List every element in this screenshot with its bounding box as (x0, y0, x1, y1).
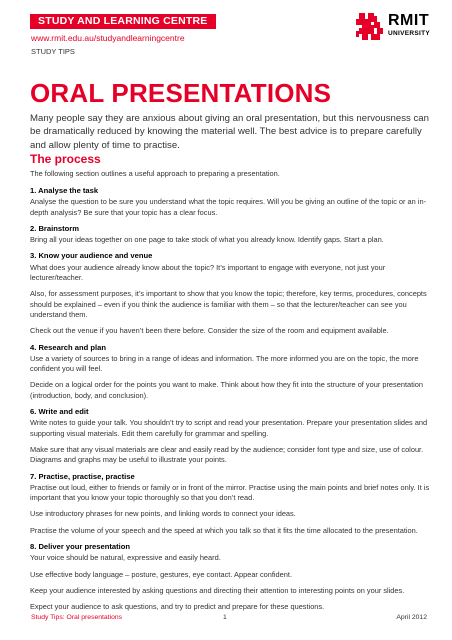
section-paragraph: Use effective body language – posture, gestures, eye contact. Appear confident. (30, 569, 292, 579)
section (30, 186, 433, 218)
process-intro: The following section outlines a useful approach to preparing a presentation. (30, 169, 280, 178)
footer-date: April 2012 (396, 614, 427, 621)
section (30, 224, 433, 246)
section-paragraph: Decide on a logical order for the points you want to make. Think about how they fit into the structure of your presentation (introduction, body, and conclusion). (30, 380, 424, 400)
section-paragraph: Bring all your ideas together on one page to take stock of what you already know. Identify gaps. Start a plan. (30, 235, 384, 245)
section-paragraph: Also, for assessment purposes, it’s important to show that you know the topic; therefore, key terms, procedures, concepts should be explained – even if you think the audience is familiar with them – so that the lecturer/teacher can see you understand them. (30, 289, 427, 319)
section (30, 343, 433, 401)
process-heading: The process (30, 152, 101, 166)
section (30, 251, 433, 336)
section-paragraph: Your voice should be natural, expressive and easily heard. (30, 553, 221, 563)
section-paragraph: Expect your audience to ask questions, and try to predict and prepare for these questions. (30, 602, 325, 612)
centre-url-link[interactable]: www.rmit.edu.au/studyandlearningcentre (31, 33, 185, 43)
section-heading: 4. Research and plan (30, 342, 106, 352)
section-paragraph: Use introductory phrases for new points, and linking words to connect your ideas. (30, 509, 296, 519)
section-paragraph: Keep your audience interested by asking questions and directing their attention to interesting points on your slides. (30, 585, 405, 595)
rmit-logo (356, 12, 431, 52)
study-centre-banner: STUDY AND LEARNING CENTRE (30, 14, 216, 29)
logo-wordmark: RMIT (388, 12, 430, 29)
rmit-pixel-logo-icon (356, 13, 386, 43)
logo-university: UNIVERSITY (388, 30, 431, 37)
section-paragraph: Make sure that any visual materials are clear and easily read by the audience; consider font type and size, use of colour. Diagrams and graphs may be useful to illustrate your points. (30, 444, 424, 465)
footer-page-number: 1 (223, 614, 227, 621)
section (30, 407, 433, 465)
section-paragraph: Practise the volume of your speech and the speed at which you talk so that it fits the time allocated to the presentation. (30, 525, 418, 535)
page-title: ORAL PRESENTATIONS (30, 78, 332, 108)
section-paragraph: Practise out loud, either to friends or family or in front of the mirror. Practise using the main points and brief notes only. It is important that you know your topic thoroughly so that you don’t read. (30, 482, 430, 503)
section (30, 542, 433, 612)
study-tips-label: STUDY TIPS (31, 47, 75, 56)
section-heading: 2. Brainstorm (30, 223, 79, 233)
sections-container (30, 186, 433, 619)
section-heading: 8. Deliver your presentation (30, 542, 131, 552)
section-heading: 3. Know your audience and venue (30, 251, 153, 261)
section-paragraph: Analyse the question to be sure you understand what the topic requires. Will you be giving an outline of the topic or an in-depth analysis? Be sure that your topic has a clear focus. (30, 197, 427, 217)
section-heading: 6. Write and edit (30, 407, 89, 417)
section-heading: 1. Analyse the task (30, 186, 99, 195)
section-paragraph: Check out the venue if you haven’t been there before. Consider the size of the room and equipment available. (30, 326, 389, 336)
section-paragraph: Use a variety of sources to bring in a range of ideas and information. The more informed you are on the topic, the more confident you will feel. (30, 353, 419, 374)
section-paragraph: What does your audience already know about the topic? It’s important to engage with everyone, not just your lecturer/teacher. (30, 262, 386, 283)
section (30, 472, 433, 536)
section-heading: 7. Practise, practise, practise (30, 471, 135, 481)
intro-paragraph: Many people say they are anxious about giving an oral presentation, but this nervousness can be dramatically reduced by knowing the material well. The best advice is to prepare carefully and allow plenty of time to practise. (30, 113, 429, 151)
section-paragraph: Write notes to guide your talk. You shouldn’t try to script and read your presentation. Prepare your presentation slides and supporting visual materials. Edit them carefully for grammar and spelling. (30, 418, 428, 438)
footer-doc-title: Study Tips: Oral presentations (31, 614, 123, 621)
